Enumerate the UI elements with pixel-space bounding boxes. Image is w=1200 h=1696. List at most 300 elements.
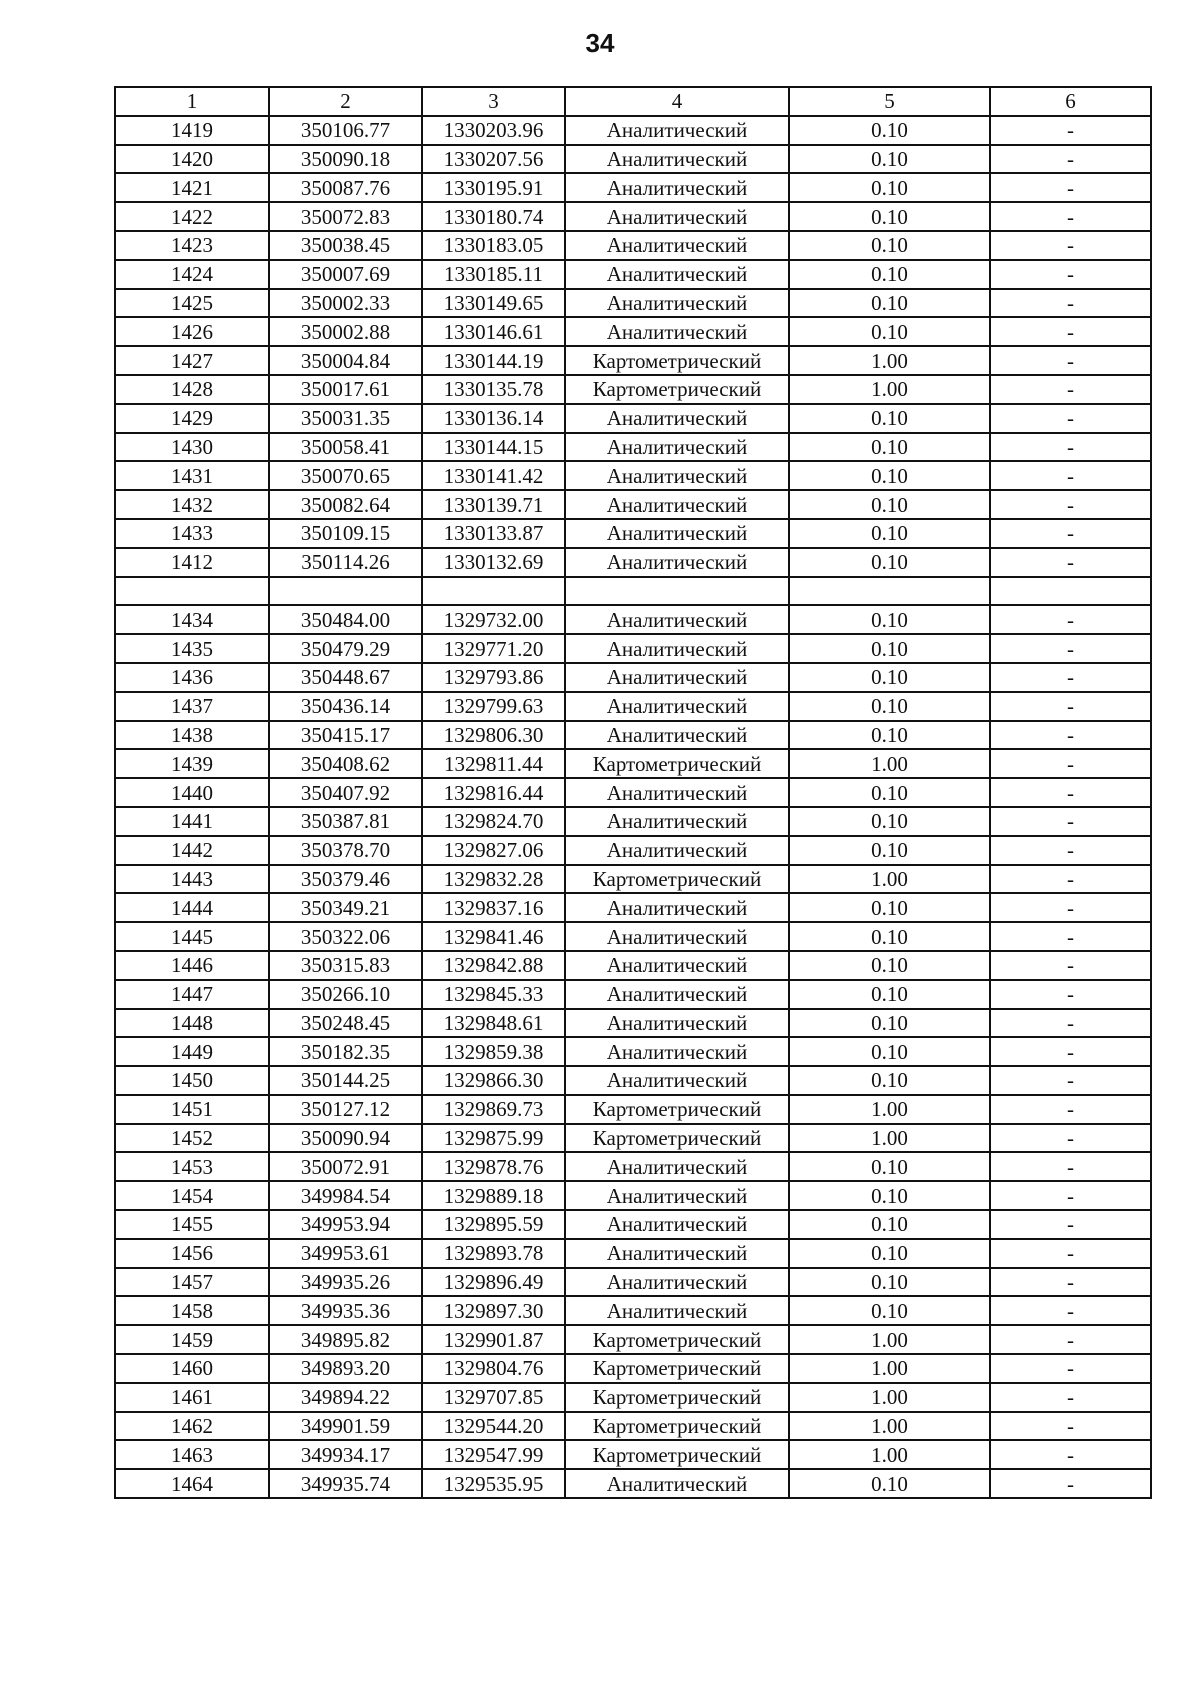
accuracy-cell: 0.10 (789, 1037, 990, 1066)
table-row (115, 721, 1151, 750)
accuracy-cell: 1.00 (789, 1440, 990, 1469)
method-cell: Аналитический (565, 1009, 789, 1038)
table-row (115, 663, 1151, 692)
x-coordinate-cell: 350408.62 (269, 749, 422, 778)
accuracy-cell: 0.10 (789, 260, 990, 289)
accuracy-cell: 0.10 (789, 1296, 990, 1325)
y-coordinate-cell: 1329897.30 (422, 1296, 565, 1325)
table-row (115, 1239, 1151, 1268)
method-cell: Аналитический (565, 951, 789, 980)
x-coordinate-cell: 349894.22 (269, 1383, 422, 1412)
note-cell: - (990, 346, 1151, 375)
x-coordinate-cell: 350017.61 (269, 375, 422, 404)
y-coordinate-cell: 1329866.30 (422, 1066, 565, 1095)
x-coordinate-cell: 350031.35 (269, 404, 422, 433)
table-row (115, 404, 1151, 433)
table-row (115, 1152, 1151, 1181)
note-cell: - (990, 1412, 1151, 1441)
table-row (115, 922, 1151, 951)
note-cell: - (990, 433, 1151, 462)
table-row (115, 1210, 1151, 1239)
x-coordinate-cell: 350127.12 (269, 1095, 422, 1124)
table-row (115, 980, 1151, 1009)
note-cell: - (990, 605, 1151, 634)
accuracy-cell: 0.10 (789, 807, 990, 836)
note-cell (990, 577, 1151, 606)
table-row (115, 1296, 1151, 1325)
note-cell: - (990, 202, 1151, 231)
accuracy-cell: 0.10 (789, 836, 990, 865)
accuracy-cell: 0.10 (789, 1239, 990, 1268)
table-row (115, 865, 1151, 894)
table-row (115, 173, 1151, 202)
note-cell: - (990, 807, 1151, 836)
x-coordinate-cell: 350315.83 (269, 951, 422, 980)
point-number-cell: 1446 (115, 951, 269, 980)
note-cell: - (990, 145, 1151, 174)
point-number-cell: 1456 (115, 1239, 269, 1268)
method-cell: Картометрический (565, 346, 789, 375)
y-coordinate-cell: 1329535.95 (422, 1469, 565, 1498)
column-header: 1 (115, 87, 269, 116)
note-cell: - (990, 289, 1151, 318)
method-cell: Аналитический (565, 1181, 789, 1210)
method-cell: Аналитический (565, 1210, 789, 1239)
y-coordinate-cell: 1330133.87 (422, 519, 565, 548)
x-coordinate-cell: 350349.21 (269, 893, 422, 922)
accuracy-cell: 0.10 (789, 980, 990, 1009)
note-cell: - (990, 749, 1151, 778)
accuracy-cell: 0.10 (789, 116, 990, 145)
note-cell: - (990, 490, 1151, 519)
x-coordinate-cell: 350058.41 (269, 433, 422, 462)
method-cell: Аналитический (565, 433, 789, 462)
point-number-cell: 1439 (115, 749, 269, 778)
y-coordinate-cell: 1329896.49 (422, 1268, 565, 1297)
point-number-cell: 1430 (115, 433, 269, 462)
point-number-cell: 1459 (115, 1325, 269, 1354)
point-number-cell: 1463 (115, 1440, 269, 1469)
accuracy-cell: 0.10 (789, 1268, 990, 1297)
y-coordinate-cell: 1330144.15 (422, 433, 565, 462)
method-cell: Аналитический (565, 663, 789, 692)
point-number-cell: 1445 (115, 922, 269, 951)
y-coordinate-cell: 1329732.00 (422, 605, 565, 634)
point-number-cell: 1440 (115, 778, 269, 807)
y-coordinate-cell: 1330141.42 (422, 461, 565, 490)
y-coordinate-cell: 1329878.76 (422, 1152, 565, 1181)
point-number-cell: 1433 (115, 519, 269, 548)
x-coordinate-cell: 350322.06 (269, 922, 422, 951)
y-coordinate-cell: 1329816.44 (422, 778, 565, 807)
method-cell: Аналитический (565, 519, 789, 548)
table-row (115, 1037, 1151, 1066)
accuracy-cell: 1.00 (789, 375, 990, 404)
y-coordinate-cell: 1330185.11 (422, 260, 565, 289)
method-cell: Аналитический (565, 1469, 789, 1498)
method-cell: Аналитический (565, 404, 789, 433)
method-cell: Аналитический (565, 893, 789, 922)
accuracy-cell: 0.10 (789, 490, 990, 519)
x-coordinate-cell: 350448.67 (269, 663, 422, 692)
method-cell: Аналитический (565, 231, 789, 260)
y-coordinate-cell (422, 577, 565, 606)
method-cell: Картометрический (565, 375, 789, 404)
note-cell: - (990, 1095, 1151, 1124)
table-body (115, 116, 1151, 1498)
note-cell: - (990, 1268, 1151, 1297)
point-number-cell: 1447 (115, 980, 269, 1009)
x-coordinate-cell: 349935.26 (269, 1268, 422, 1297)
y-coordinate-cell: 1329848.61 (422, 1009, 565, 1038)
y-coordinate-cell: 1329842.88 (422, 951, 565, 980)
method-cell: Аналитический (565, 260, 789, 289)
column-header: 4 (565, 87, 789, 116)
method-cell: Картометрический (565, 1412, 789, 1441)
table-row (115, 433, 1151, 462)
note-cell: - (990, 951, 1151, 980)
note-cell: - (990, 519, 1151, 548)
x-coordinate-cell: 350114.26 (269, 548, 422, 577)
y-coordinate-cell: 1329869.73 (422, 1095, 565, 1124)
x-coordinate-cell: 350072.83 (269, 202, 422, 231)
point-number-cell: 1420 (115, 145, 269, 174)
column-header: 5 (789, 87, 990, 116)
point-number-cell: 1432 (115, 490, 269, 519)
y-coordinate-cell: 1329771.20 (422, 634, 565, 663)
x-coordinate-cell: 350090.94 (269, 1124, 422, 1153)
y-coordinate-cell: 1329806.30 (422, 721, 565, 750)
point-number-cell: 1421 (115, 173, 269, 202)
accuracy-cell: 0.10 (789, 893, 990, 922)
x-coordinate-cell: 350109.15 (269, 519, 422, 548)
note-cell: - (990, 692, 1151, 721)
method-cell: Аналитический (565, 605, 789, 634)
accuracy-cell: 0.10 (789, 433, 990, 462)
y-coordinate-cell: 1329889.18 (422, 1181, 565, 1210)
x-coordinate-cell: 350182.35 (269, 1037, 422, 1066)
table-row (115, 1268, 1151, 1297)
x-coordinate-cell: 350144.25 (269, 1066, 422, 1095)
table-row (115, 346, 1151, 375)
accuracy-cell: 0.10 (789, 922, 990, 951)
y-coordinate-cell: 1330207.56 (422, 145, 565, 174)
accuracy-cell: 0.10 (789, 231, 990, 260)
y-coordinate-cell: 1329841.46 (422, 922, 565, 951)
x-coordinate-cell: 350378.70 (269, 836, 422, 865)
table-row (115, 1181, 1151, 1210)
table-row (115, 1412, 1151, 1441)
point-number-cell: 1460 (115, 1354, 269, 1383)
accuracy-cell: 0.10 (789, 634, 990, 663)
method-cell: Аналитический (565, 1268, 789, 1297)
table-row (115, 836, 1151, 865)
table-row (115, 692, 1151, 721)
point-number-cell: 1450 (115, 1066, 269, 1095)
note-cell: - (990, 1440, 1151, 1469)
table-row (115, 490, 1151, 519)
note-cell: - (990, 1037, 1151, 1066)
accuracy-cell: 0.10 (789, 1181, 990, 1210)
point-number-cell: 1431 (115, 461, 269, 490)
y-coordinate-cell: 1329827.06 (422, 836, 565, 865)
x-coordinate-cell: 350387.81 (269, 807, 422, 836)
note-cell: - (990, 980, 1151, 1009)
x-coordinate-cell: 350038.45 (269, 231, 422, 260)
table-row (115, 1440, 1151, 1469)
point-number-cell: 1455 (115, 1210, 269, 1239)
method-cell: Аналитический (565, 1239, 789, 1268)
method-cell: Аналитический (565, 836, 789, 865)
method-cell: Аналитический (565, 317, 789, 346)
point-number-cell: 1444 (115, 893, 269, 922)
method-cell: Аналитический (565, 1066, 789, 1095)
column-header: 6 (990, 87, 1151, 116)
table-row (115, 893, 1151, 922)
table-row (115, 1095, 1151, 1124)
point-number-cell: 1461 (115, 1383, 269, 1412)
y-coordinate-cell: 1329544.20 (422, 1412, 565, 1441)
point-number-cell: 1434 (115, 605, 269, 634)
x-coordinate-cell: 350004.84 (269, 346, 422, 375)
x-coordinate-cell: 350484.00 (269, 605, 422, 634)
note-cell: - (990, 404, 1151, 433)
accuracy-cell: 1.00 (789, 749, 990, 778)
point-number-cell: 1437 (115, 692, 269, 721)
point-number-cell: 1462 (115, 1412, 269, 1441)
column-header: 3 (422, 87, 565, 116)
accuracy-cell: 0.10 (789, 951, 990, 980)
note-cell: - (990, 1066, 1151, 1095)
point-number-cell: 1423 (115, 231, 269, 260)
point-number-cell: 1442 (115, 836, 269, 865)
accuracy-cell: 0.10 (789, 519, 990, 548)
y-coordinate-cell: 1330135.78 (422, 375, 565, 404)
method-cell: Аналитический (565, 922, 789, 951)
x-coordinate-cell: 349953.61 (269, 1239, 422, 1268)
note-cell: - (990, 1325, 1151, 1354)
note-cell: - (990, 922, 1151, 951)
y-coordinate-cell: 1329811.44 (422, 749, 565, 778)
method-cell: Аналитический (565, 692, 789, 721)
accuracy-cell: 0.10 (789, 1152, 990, 1181)
method-cell: Аналитический (565, 202, 789, 231)
note-cell: - (990, 461, 1151, 490)
x-coordinate-cell: 349893.20 (269, 1354, 422, 1383)
point-number-cell: 1436 (115, 663, 269, 692)
method-cell: Аналитический (565, 548, 789, 577)
method-cell (565, 577, 789, 606)
note-cell: - (990, 865, 1151, 894)
method-cell: Аналитический (565, 289, 789, 318)
method-cell: Картометрический (565, 1325, 789, 1354)
x-coordinate-cell (269, 577, 422, 606)
point-number-cell: 1453 (115, 1152, 269, 1181)
table-row (115, 231, 1151, 260)
note-cell: - (990, 317, 1151, 346)
table-row (115, 289, 1151, 318)
y-coordinate-cell: 1330139.71 (422, 490, 565, 519)
table-header-row (115, 87, 1151, 116)
y-coordinate-cell: 1330203.96 (422, 116, 565, 145)
note-cell: - (990, 1354, 1151, 1383)
table-row (115, 1354, 1151, 1383)
x-coordinate-cell: 349953.94 (269, 1210, 422, 1239)
y-coordinate-cell: 1329895.59 (422, 1210, 565, 1239)
table-row (115, 145, 1151, 174)
table-row (115, 202, 1151, 231)
accuracy-cell: 0.10 (789, 404, 990, 433)
note-cell: - (990, 1239, 1151, 1268)
accuracy-cell (789, 577, 990, 606)
note-cell: - (990, 836, 1151, 865)
y-coordinate-cell: 1330136.14 (422, 404, 565, 433)
point-number-cell: 1424 (115, 260, 269, 289)
x-coordinate-cell: 350379.46 (269, 865, 422, 894)
point-number-cell: 1419 (115, 116, 269, 145)
x-coordinate-cell: 349901.59 (269, 1412, 422, 1441)
table-row (115, 375, 1151, 404)
column-header: 2 (269, 87, 422, 116)
table-row (115, 1124, 1151, 1153)
note-cell: - (990, 1469, 1151, 1498)
accuracy-cell: 1.00 (789, 1095, 990, 1124)
accuracy-cell: 0.10 (789, 548, 990, 577)
table-row (115, 749, 1151, 778)
y-coordinate-cell: 1329875.99 (422, 1124, 565, 1153)
note-cell: - (990, 1210, 1151, 1239)
table-row (115, 548, 1151, 577)
accuracy-cell: 1.00 (789, 1354, 990, 1383)
y-coordinate-cell: 1329837.16 (422, 893, 565, 922)
x-coordinate-cell: 349935.36 (269, 1296, 422, 1325)
x-coordinate-cell: 350090.18 (269, 145, 422, 174)
accuracy-cell: 0.10 (789, 692, 990, 721)
accuracy-cell: 0.10 (789, 1469, 990, 1498)
table-row (115, 519, 1151, 548)
point-number-cell: 1426 (115, 317, 269, 346)
accuracy-cell: 0.10 (789, 317, 990, 346)
method-cell: Аналитический (565, 461, 789, 490)
point-number-cell: 1449 (115, 1037, 269, 1066)
accuracy-cell: 1.00 (789, 1412, 990, 1441)
accuracy-cell: 0.10 (789, 289, 990, 318)
note-cell: - (990, 721, 1151, 750)
x-coordinate-cell: 350087.76 (269, 173, 422, 202)
method-cell: Картометрический (565, 1124, 789, 1153)
note-cell: - (990, 1124, 1151, 1153)
accuracy-cell: 0.10 (789, 663, 990, 692)
note-cell: - (990, 1009, 1151, 1038)
x-coordinate-cell: 349895.82 (269, 1325, 422, 1354)
point-number-cell: 1443 (115, 865, 269, 894)
point-number-cell: 1438 (115, 721, 269, 750)
table-row (115, 260, 1151, 289)
note-cell: - (990, 1296, 1151, 1325)
point-number-cell: 1412 (115, 548, 269, 577)
x-coordinate-cell: 350002.88 (269, 317, 422, 346)
y-coordinate-cell: 1329799.63 (422, 692, 565, 721)
table-row (115, 577, 1151, 606)
table-row (115, 1009, 1151, 1038)
accuracy-cell: 1.00 (789, 1325, 990, 1354)
coordinates-table (114, 86, 1152, 1499)
y-coordinate-cell: 1329859.38 (422, 1037, 565, 1066)
x-coordinate-cell: 350007.69 (269, 260, 422, 289)
note-cell: - (990, 375, 1151, 404)
point-number-cell: 1422 (115, 202, 269, 231)
method-cell: Аналитический (565, 807, 789, 836)
point-number-cell: 1429 (115, 404, 269, 433)
y-coordinate-cell: 1329804.76 (422, 1354, 565, 1383)
method-cell: Аналитический (565, 1152, 789, 1181)
note-cell: - (990, 116, 1151, 145)
x-coordinate-cell: 349934.17 (269, 1440, 422, 1469)
point-number-cell: 1452 (115, 1124, 269, 1153)
x-coordinate-cell: 350072.91 (269, 1152, 422, 1181)
y-coordinate-cell: 1329793.86 (422, 663, 565, 692)
table-row (115, 1469, 1151, 1498)
y-coordinate-cell: 1330183.05 (422, 231, 565, 260)
y-coordinate-cell: 1330149.65 (422, 289, 565, 318)
accuracy-cell: 0.10 (789, 1009, 990, 1038)
y-coordinate-cell: 1329832.28 (422, 865, 565, 894)
point-number-cell: 1425 (115, 289, 269, 318)
accuracy-cell: 0.10 (789, 605, 990, 634)
point-number-cell: 1428 (115, 375, 269, 404)
method-cell: Аналитический (565, 1296, 789, 1325)
y-coordinate-cell: 1329547.99 (422, 1440, 565, 1469)
note-cell: - (990, 663, 1151, 692)
point-number-cell: 1441 (115, 807, 269, 836)
accuracy-cell: 0.10 (789, 778, 990, 807)
method-cell: Аналитический (565, 1037, 789, 1066)
accuracy-cell: 1.00 (789, 865, 990, 894)
method-cell: Картометрический (565, 865, 789, 894)
note-cell: - (990, 634, 1151, 663)
note-cell: - (990, 260, 1151, 289)
x-coordinate-cell: 350479.29 (269, 634, 422, 663)
point-number-cell: 1454 (115, 1181, 269, 1210)
note-cell: - (990, 231, 1151, 260)
note-cell: - (990, 893, 1151, 922)
x-coordinate-cell: 350415.17 (269, 721, 422, 750)
x-coordinate-cell: 349984.54 (269, 1181, 422, 1210)
table-row (115, 1325, 1151, 1354)
note-cell: - (990, 1181, 1151, 1210)
y-coordinate-cell: 1330146.61 (422, 317, 565, 346)
table-row (115, 807, 1151, 836)
note-cell: - (990, 173, 1151, 202)
y-coordinate-cell: 1329893.78 (422, 1239, 565, 1268)
table-row (115, 461, 1151, 490)
point-number-cell: 1435 (115, 634, 269, 663)
y-coordinate-cell: 1329707.85 (422, 1383, 565, 1412)
accuracy-cell: 0.10 (789, 721, 990, 750)
point-number-cell: 1451 (115, 1095, 269, 1124)
y-coordinate-cell: 1329845.33 (422, 980, 565, 1009)
x-coordinate-cell: 350407.92 (269, 778, 422, 807)
note-cell: - (990, 1152, 1151, 1181)
x-coordinate-cell: 350002.33 (269, 289, 422, 318)
x-coordinate-cell: 350248.45 (269, 1009, 422, 1038)
accuracy-cell: 0.10 (789, 1066, 990, 1095)
x-coordinate-cell: 350266.10 (269, 980, 422, 1009)
method-cell: Картометрический (565, 1354, 789, 1383)
accuracy-cell: 0.10 (789, 145, 990, 174)
table-row (115, 1383, 1151, 1412)
method-cell: Аналитический (565, 116, 789, 145)
